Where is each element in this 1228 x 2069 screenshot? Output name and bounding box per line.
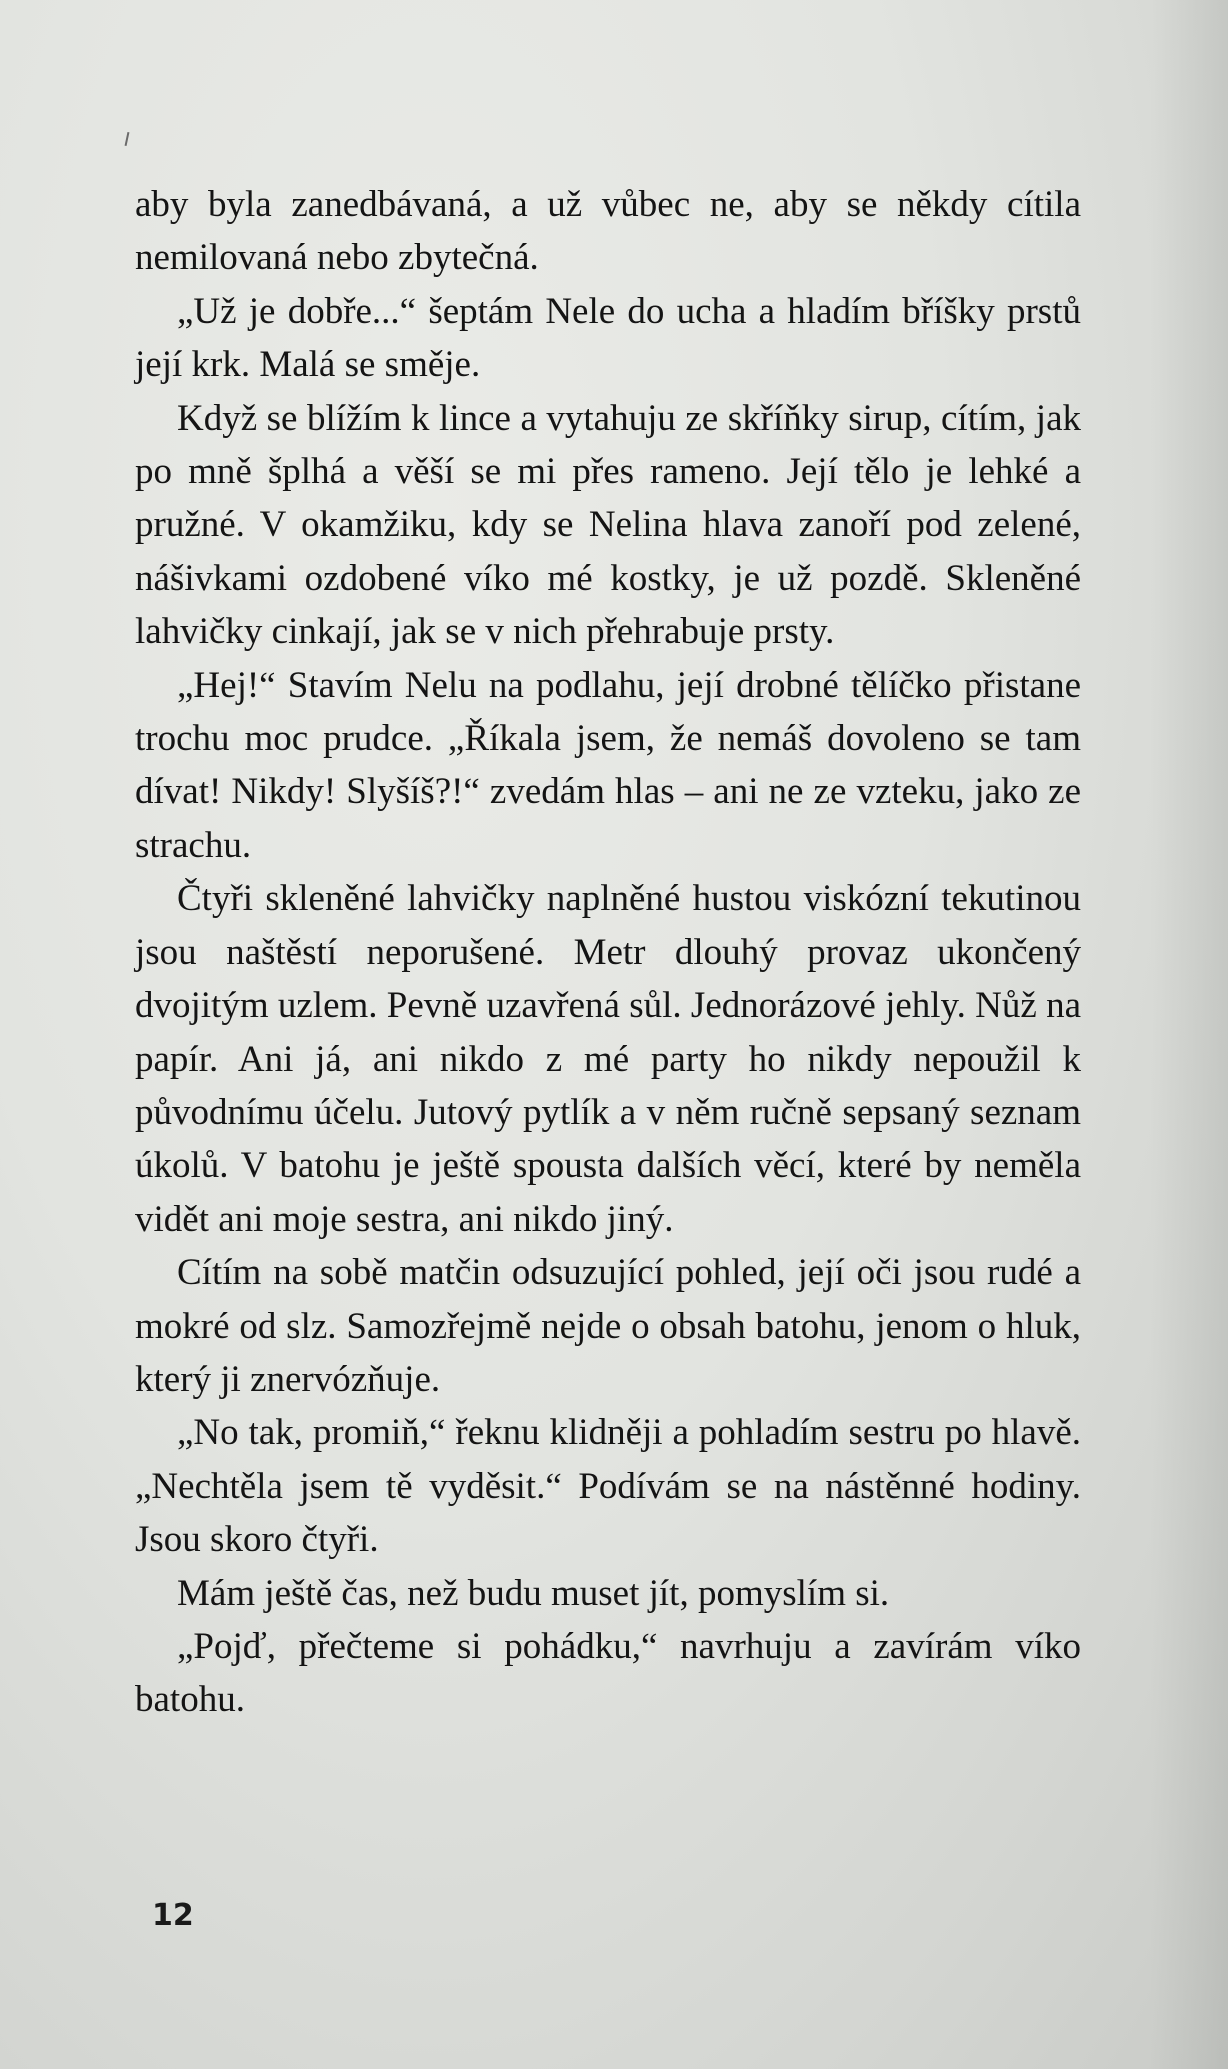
page-edge-shadow — [1150, 0, 1228, 2069]
ink-mark — [125, 132, 130, 146]
body-text — [135, 178, 1081, 1727]
paragraph: Když se blížím k lince a vytahuju ze skříňky sirup, cítím, jak po mně šplhá a věší se mi přes rameno. Její tělo je lehké a pružné. V okamžiku, kdy se Nelina hlava zanoří pod zelené, nášivkami ozdobené víko mé kostky, je už pozdě. Skleněné lahvičky cinkají, jak se v nich přehrabuje prsty. — [135, 397, 1081, 653]
paragraph: Cítím na sobě matčin odsuzující pohled, její oči jsou rudé a mokré od slz. Samozřejmě nejde o obsah batohu, jenom o hluk, který ji znervózňuje. — [135, 1252, 1081, 1400]
page-number: 12 — [152, 1898, 194, 1933]
paragraph: „Hej!“ Stavím Nelu na podlahu, její drobné tělíčko přistane trochu moc prudce. „Říkala jsem, že nemáš dovoleno se tam dívat! Nikdy! Slyšíš?!“ zvedám hlas – ani ne ze vzteku, jako ze strachu. — [135, 664, 1081, 866]
paragraph: „No tak, promiň,“ řeknu klidněji a pohladím sestru po hlavě. „Nechtěla jsem tě vyděsit.“ Podívám se na nástěnné hodiny. Jsou skoro čtyři. — [135, 1412, 1081, 1561]
paragraph: „Už je dobře...“ šeptám Nele do ucha a hladím bříšky prstů její krk. Malá se směje. — [135, 290, 1081, 386]
paragraph: Čtyři skleněné lahvičky naplněné hustou viskózní tekutinou jsou naštěstí neporušené. Metr dlouhý provaz ukončený dvojitým uzlem. Pevně uzavřená sůl. Jednorázové jehly. Nůž na papír. Ani já, ani nikdo z mé party ho nikdy nepoužil k původnímu účelu. Jutový pytlík a v něm ručně sepsaný seznam úkolů. V batohu je ještě spousta dalších věcí, které by neměla vidět ani moje sestra, ani nikdo jiný. — [135, 878, 1081, 1240]
paragraph: „Pojď, přečteme si pohádku,“ navrhuju a zavírám víko batohu. — [135, 1625, 1081, 1721]
paragraph: aby byla zanedbávaná, a už vůbec ne, aby se někdy cítila nemilovaná nebo zbytečná. — [135, 184, 1081, 279]
paragraph: Mám ještě čas, než budu muset jít, pomyslím si. — [177, 1572, 890, 1614]
